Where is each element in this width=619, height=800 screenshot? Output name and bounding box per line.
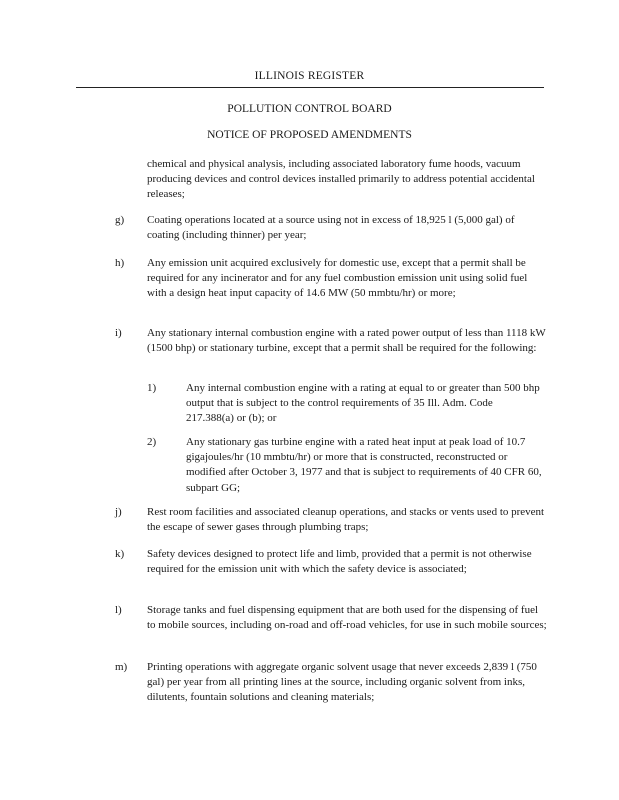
item-text: Storage tanks and fuel dispensing equipment that are both used for the dispensing of fuel to mobile sources, including on-road and off-road vehicles, for use in such mobile sources; <box>147 604 547 632</box>
item-label: h) <box>115 257 125 269</box>
item-text: Rest room facilities and associated cleanup operations, and stacks or vents used to prevent the escape of sewer gases through plumbing traps; <box>147 506 545 534</box>
item-text: Any stationary internal combustion engine with a rated power output of less than 1118 kW (1500 bhp) or stationary turbine, except that a permit shall be required for the following: <box>147 327 546 355</box>
continuation-paragraph: chemical and physical analysis, including associated laboratory fume hoods, vacuum producing devices and control devices installed primarily to address potential accidental releases; <box>147 158 535 201</box>
item-label: m) <box>115 661 128 673</box>
header-rule <box>76 87 544 88</box>
subitem-text: Any stationary gas turbine engine with a rated heat input at peak load of 10.7 gigajoules/hr (10 mmbtu/hr) or more that is constructed, reconstructed or modified after October 3, 1977 and that is subject to requirements of 40 CFR 60, subpart GG; <box>186 436 542 494</box>
subitem-text: Any internal combustion engine with a rating at equal to or greater than 500 bhp output that is subject to the control requirements of 35 Ill. Adm. Code 217.388(a) or (b); or <box>186 382 540 425</box>
item-label: j) <box>115 506 122 518</box>
item-text: Printing operations with aggregate organic solvent usage that never exceeds 2,839 l (750 gal) per year from all printing lines at the source, including organic solvent from inks, dilutents, fountain solutions and cleaning materials; <box>147 661 537 704</box>
item-text: Any emission unit acquired exclusively for domestic use, except that a permit shall be required for any incinerator and for any fuel combustion emission unit using solid fuel with a design heat input capacity of 14.6 MW (50 mmbtu/hr) or more; <box>147 257 528 300</box>
item-label: g) <box>115 214 125 226</box>
board-title: POLLUTION CONTROL BOARD <box>227 103 392 115</box>
subitem-label: 1) <box>147 382 157 394</box>
item-label: l) <box>115 604 122 616</box>
item-text: Coating operations located at a source using not in excess of 18,925 l (5,000 gal) of coating (including thinner) per year; <box>147 214 515 242</box>
item-text: Safety devices designed to protect life and limb, provided that a permit is not otherwise required for the emission unit with which the safety device is associated; <box>147 548 532 576</box>
subitem-label: 2) <box>147 436 157 448</box>
item-label: k) <box>115 548 125 560</box>
item-label: i) <box>115 327 122 339</box>
notice-title: NOTICE OF PROPOSED AMENDMENTS <box>207 129 412 141</box>
register-title: ILLINOIS REGISTER <box>254 70 365 82</box>
